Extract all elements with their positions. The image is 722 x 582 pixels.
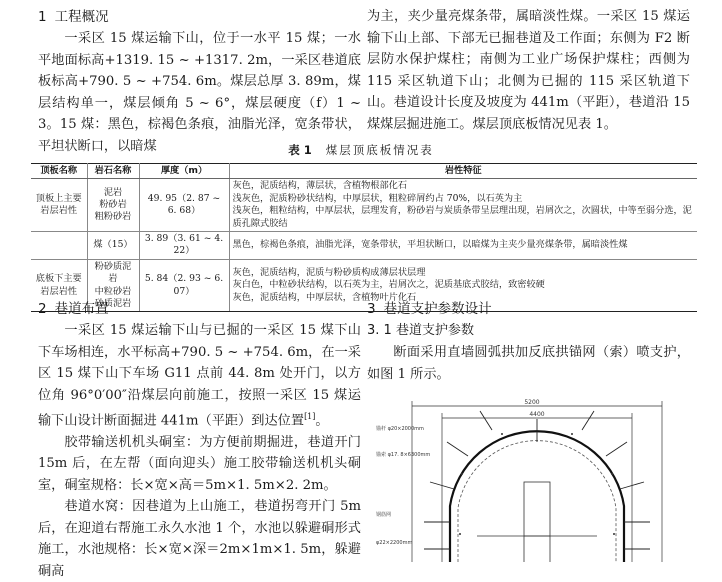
right-column-bottom [367,298,690,385]
table-cell-thickness: 49. 95（2. 87 ~ 6. 68） [139,179,229,232]
table-cell-features [229,179,697,232]
rock-name: 粗粉砂岩 [94,211,132,223]
table-header-cell: 岩性特征 [229,164,697,179]
table-header-cell: 厚度（m） [139,164,229,179]
figure-dimension-mid: 4400 [529,411,545,418]
section-1-number: 1 [38,9,47,25]
citation-ref[interactable]: [1] [304,412,316,421]
conveyor-structure [477,482,597,562]
rock-name: 粉砂质泥岩 [94,260,132,285]
feature-line: 灰白色，中粒砂状结构，以石英为主，岩屑次之，泥质基底式胶结，致密较硬 [232,279,545,291]
section-1-title: 工程概况 [54,9,109,25]
table-cell-layer-name: 顶板上主要岩层岩性 [31,179,87,232]
section-2-paragraph-text: 一采区 15 煤运输下山与已掘的一采区 15 煤下山下车场相连，水平标高+790. 5 ~ +754. 6m，在一采区 15 煤下山下车场 G11 点前 44. 8m 处开门，以方位角 96°0′00″沿煤层向前施工，按照一采区 15 煤运输下山设计断面掘进 441m（平距）到达位置 [38,323,361,429]
section-3-title: 巷道支护参数设计 [383,301,492,317]
section-3-paragraph: 断面采用直墙圆弧拱加反底拱锚网（索）喷支护，如图 1 所示。 [367,345,690,382]
feature-line: 灰色，泥质结构，泥质与粉砂质构成薄层状层理 [232,267,426,279]
table-cell-thickness: 3. 89（3. 61 ~ 4. 22） [139,232,229,260]
section-2-title: 巷道布置 [54,301,109,317]
feature-line: 浅灰色，泥质粉砂状结构，中厚层状，粗粒碎屑约占 70%，以石英为主 [232,192,523,204]
section-2-paragraph [38,320,361,432]
subsection-3-1-number: 3. 1 [367,323,392,338]
wall-hatching [459,433,615,535]
rock-name: 砂质泥岩 [94,298,132,310]
left-column-bottom [38,298,361,582]
table-row [31,232,697,260]
figure-label-bolt: 锚杆 φ20×2000mm [376,426,424,432]
table-cell-layer-name [31,232,87,260]
section-2-heading [38,298,361,320]
rock-name: 煤（15） [93,239,133,251]
feature-line: 灰色，泥质结构，中厚层状，含植物叶片化石 [232,291,417,303]
section-1-heading [38,6,361,28]
table-cell-rock [87,179,139,232]
subsection-3-1-heading [367,320,690,342]
section-3-heading [367,298,690,320]
section-2-paragraph: 胶带输送机机头硐室：为方便前期掘进，巷道开门 15m 后，在左帮（面向迎头）施工胶带输送机机头硐室，硐室规格：长×宽×高＝5m×1. 5m×2. 2m。 [38,434,361,493]
section-3-number: 3 [367,301,376,317]
table-header-cell: 岩石名称 [87,164,139,179]
table-1-caption [0,142,722,158]
subsection-3-1-title: 巷道支护参数 [395,323,474,338]
feature-line: 黑色，棕褐色条痕，油脂光泽，宽条带状，平坦状断口，以暗煤为主夹少量亮煤条带，属暗淡性煤 [232,239,628,251]
section-2-number: 2 [38,301,47,317]
tunnel-cross-section-figure [372,394,697,562]
section-1-paragraph-left: 一采区 15 煤运输下山，位于一水平 15 煤；一水平地面标高+1319. 15 ~ +1317. 2m，一采区巷道底板标高+790. 5 ~ +754. 6m。煤层总厚 3. 89m，煤层结构单一，煤层倾角 5 ~ 6°，煤层硬度（f）1 ~ 3。15 煤：黑色，棕褐色条痕，油脂光泽，宽条带状，平坦状断口，以暗煤 [38,31,361,154]
figure-label-cable: 锚索 φ17. 8×6300mm [376,452,431,458]
table-1-title: 煤层顶底板情况表 [325,143,434,157]
table-cell-features [229,232,697,260]
table-cell-thickness: 5. 84（2. 93 ~ 6. 07） [139,259,229,312]
arch-outer-line [450,431,624,562]
section-1-paragraph-right: 为主，夹少量亮煤条带，属暗淡性煤。一采区 15 煤运输下山上部、下部无已掘巷道及工作面；东侧为 F2 断层防水保护煤柱；南侧为工业广场保护煤柱；西侧为 115 采区轨道下山；北侧为已掘的 115 采区轨道下山。巷道设计长度及坡度为 441m（平距），巷道沿 15 煤煤层掘进施工。煤层顶底板情况见表 1。 [367,9,690,132]
rock-name: 泥岩 [103,186,123,198]
table-1-number: 表 1 [288,143,312,157]
rock-name: 中粒砂岩 [94,285,132,297]
table-header-row [31,164,697,179]
sentence-end: 。 [315,413,329,429]
table-header-cell: 顶板名称 [31,164,87,179]
table-cell-rock [87,232,139,260]
feature-line: 灰色，泥质结构，薄层状，含植物根部化石 [232,180,408,192]
feature-line: 浅灰色，粗粒结构，中厚层状，层理发育，粉砂岩与炭质条带呈层理出现，岩屑次之，次圆状，中等至弱分选，泥质孔隙式胶结 [232,205,692,229]
figure-label-mesh: 钢筋网 [376,512,392,518]
section-2-paragraph: 巷道水窝：因巷道为上山施工，巷道拐弯开门 5m 后，在迎道右帮施工永久水池 1 个，水池以躲避硐形式施工，水池规格：长×宽×深＝2m×1m×1. 5m，躲避硐高 [38,499,361,579]
figure-dimension-top: 5200 [524,399,540,406]
rock-name: 粉砂岩 [99,199,127,211]
arch-inner-line [458,441,616,562]
figure-label-bolt-2: φ22×2200mm [376,540,413,546]
table-1 [31,163,697,312]
table-row [31,179,697,232]
table-cell-layer-name: 底板下主要岩层岩性 [31,259,87,312]
right-column-top [367,6,690,135]
left-column-top [38,6,361,157]
